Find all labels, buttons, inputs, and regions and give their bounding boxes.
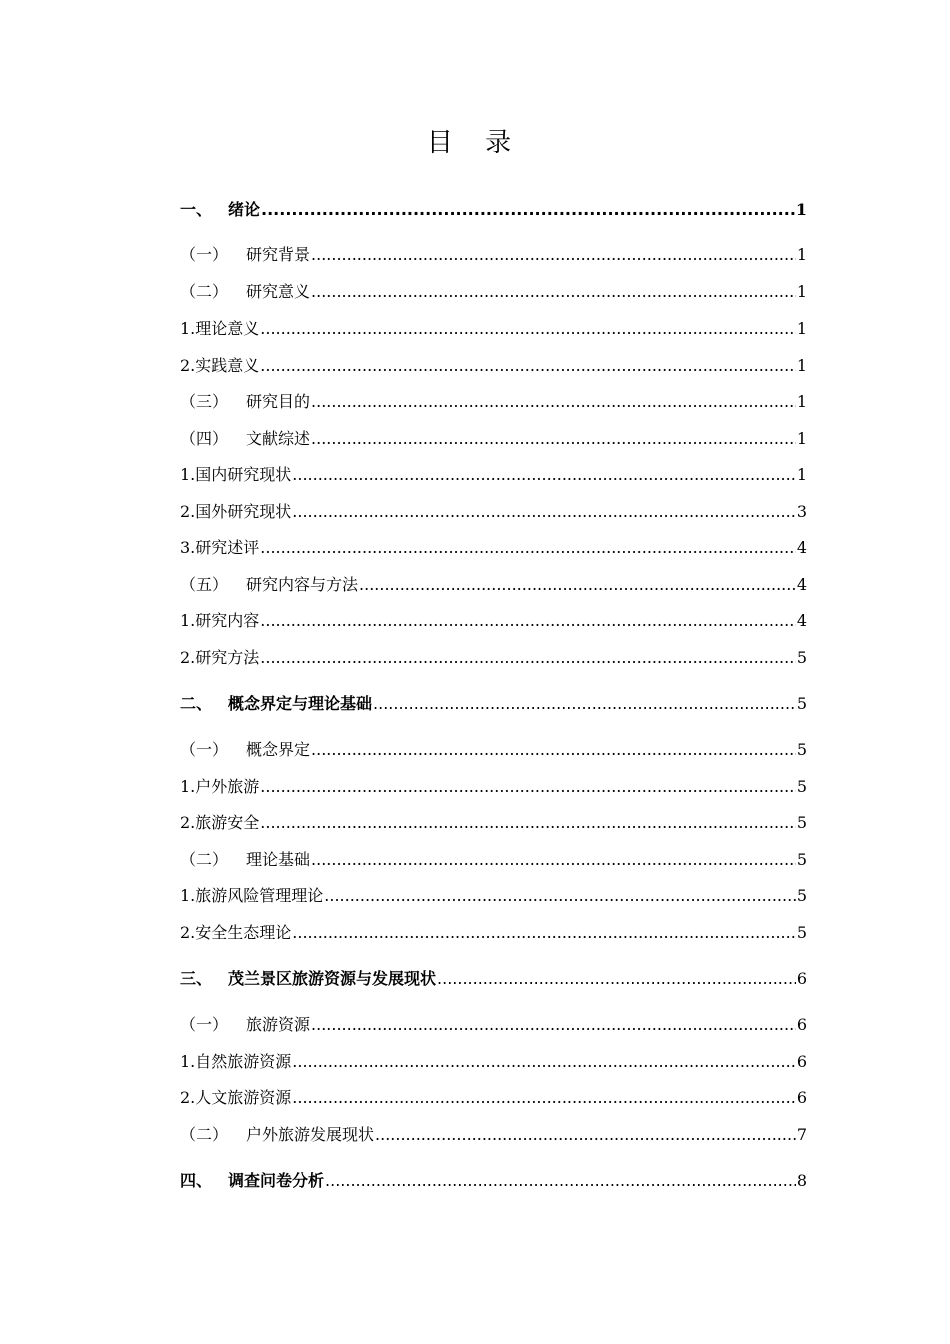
toc-entry[interactable] bbox=[180, 536, 807, 560]
toc-entry-page: 4 bbox=[796, 611, 807, 630]
toc-entry-page: 1 bbox=[796, 282, 807, 301]
toc-entry-page: 1 bbox=[796, 245, 807, 264]
toc-entry-number: 二、 bbox=[180, 694, 213, 713]
toc-entry-page: 1 bbox=[796, 319, 807, 338]
toc-dot-leader bbox=[260, 646, 796, 670]
toc-entry-page: 4 bbox=[796, 538, 807, 557]
toc-entry[interactable] bbox=[180, 848, 807, 872]
toc-entry-number: 三、 bbox=[180, 969, 213, 988]
toc-entry-title: 国内研究现状 bbox=[195, 465, 292, 484]
toc-entry-title: 户外旅游发展现状 bbox=[246, 1125, 375, 1144]
toc-entry-title: 研究意义 bbox=[246, 282, 311, 301]
toc-entry-number: 一、 bbox=[180, 200, 213, 219]
toc-entry[interactable] bbox=[180, 573, 807, 597]
toc-entry-page: 1 bbox=[795, 200, 807, 219]
toc-entry-title: 人文旅游资源 bbox=[195, 1088, 292, 1107]
toc-entry-number: 2. bbox=[180, 648, 196, 667]
toc-entry[interactable] bbox=[180, 921, 807, 945]
toc-entry-title: 茂兰景区旅游资源与发展现状 bbox=[228, 969, 437, 988]
toc-dot-leader bbox=[292, 1050, 796, 1074]
toc-entry[interactable] bbox=[180, 1013, 807, 1037]
toc-entry-title: 文献综述 bbox=[246, 429, 311, 448]
toc-entry-title: 国外研究现状 bbox=[195, 502, 292, 521]
toc-entry[interactable] bbox=[180, 390, 807, 414]
toc-entry-title: 绪论 bbox=[228, 200, 261, 219]
toc-entry-title: 概念界定 bbox=[246, 740, 311, 759]
toc-entry-number: 1. bbox=[180, 777, 196, 796]
toc-entry-page: 4 bbox=[796, 575, 807, 594]
toc-entry-page: 1 bbox=[796, 356, 807, 375]
toc-entry[interactable] bbox=[180, 884, 807, 908]
toc-entry-number: 2. bbox=[180, 502, 196, 521]
toc-entry[interactable] bbox=[180, 646, 807, 670]
toc-entry[interactable] bbox=[180, 1123, 807, 1147]
toc-entry-number: 四、 bbox=[180, 1171, 213, 1190]
toc-dot-leader bbox=[324, 884, 796, 908]
toc-entry-number: 3. bbox=[180, 538, 196, 557]
toc-entry[interactable] bbox=[180, 692, 807, 716]
toc-entry-number: （二） bbox=[180, 1125, 229, 1144]
toc-dot-leader bbox=[373, 692, 796, 716]
toc-entry-title: 研究背景 bbox=[246, 245, 311, 264]
toc-entry-title: 自然旅游资源 bbox=[195, 1052, 292, 1071]
toc-entry-number: 2. bbox=[180, 356, 196, 375]
toc-entry-page: 5 bbox=[796, 777, 807, 796]
toc-entry-title: 实践意义 bbox=[195, 356, 260, 375]
toc-entry-number: 1. bbox=[180, 1052, 196, 1071]
toc-entry-number: （二） bbox=[180, 850, 229, 869]
toc-entry[interactable] bbox=[180, 1086, 807, 1110]
toc-entry[interactable] bbox=[180, 609, 807, 633]
toc-dot-leader bbox=[437, 967, 796, 991]
toc-dot-leader bbox=[359, 573, 796, 597]
toc-dot-leader bbox=[311, 280, 796, 304]
toc-entry-page: 6 bbox=[796, 1052, 807, 1071]
toc-entry[interactable] bbox=[180, 354, 807, 378]
toc-entry[interactable] bbox=[180, 738, 807, 762]
toc-entry-title: 研究目的 bbox=[246, 392, 311, 411]
toc-entry-page: 6 bbox=[796, 1088, 807, 1107]
toc-dot-leader bbox=[261, 198, 795, 222]
toc-entry-number: （三） bbox=[180, 392, 229, 411]
toc-entry[interactable] bbox=[180, 427, 807, 451]
toc-entry-page: 7 bbox=[796, 1125, 807, 1144]
toc-entry-page: 5 bbox=[796, 648, 807, 667]
toc-entry-page: 8 bbox=[796, 1171, 807, 1190]
toc-entry[interactable] bbox=[180, 967, 807, 991]
toc-entry-number: （一） bbox=[180, 1015, 229, 1034]
toc-entry-page: 5 bbox=[796, 886, 807, 905]
toc-entry-page: 6 bbox=[796, 1015, 807, 1034]
toc-dot-leader bbox=[311, 738, 796, 762]
toc-entry-number: 1. bbox=[180, 611, 196, 630]
toc-dot-leader bbox=[260, 775, 796, 799]
toc-entry-page: 1 bbox=[796, 429, 807, 448]
toc-entry-title: 安全生态理论 bbox=[195, 923, 292, 942]
toc-dot-leader bbox=[292, 921, 796, 945]
toc-entry-title: 调查问卷分析 bbox=[228, 1171, 325, 1190]
toc-entry[interactable] bbox=[180, 463, 807, 487]
toc-dot-leader bbox=[311, 427, 796, 451]
toc-dot-leader bbox=[311, 848, 796, 872]
toc-entry-page: 5 bbox=[796, 850, 807, 869]
toc-entry[interactable] bbox=[180, 1169, 807, 1193]
toc-entry-number: 1. bbox=[180, 319, 196, 338]
toc-dot-leader bbox=[375, 1123, 796, 1147]
toc-dot-leader bbox=[260, 811, 796, 835]
toc-dot-leader bbox=[292, 1086, 796, 1110]
toc-entry-title: 旅游安全 bbox=[195, 813, 260, 832]
toc-dot-leader bbox=[292, 500, 796, 524]
toc-dot-leader bbox=[325, 1169, 796, 1193]
toc-entry[interactable] bbox=[180, 317, 807, 341]
toc-entry-number: （一） bbox=[180, 740, 229, 759]
toc-entry-page: 1 bbox=[796, 392, 807, 411]
toc-entry[interactable] bbox=[180, 775, 807, 799]
toc-entry[interactable] bbox=[180, 198, 807, 222]
toc-entry-page: 5 bbox=[796, 813, 807, 832]
toc-entry-number: （二） bbox=[180, 282, 229, 301]
toc-entry-page: 1 bbox=[796, 465, 807, 484]
toc-entry-title: 研究述评 bbox=[195, 538, 260, 557]
toc-entry-title: 研究方法 bbox=[195, 648, 260, 667]
toc-entry[interactable] bbox=[180, 1050, 807, 1074]
toc-entry-page: 5 bbox=[796, 740, 807, 759]
toc-entry-page: 3 bbox=[796, 502, 807, 521]
toc-entry-title: 理论基础 bbox=[246, 850, 311, 869]
toc-title: 目 录 bbox=[426, 128, 524, 158]
toc-entry[interactable] bbox=[180, 811, 807, 835]
toc-dot-leader bbox=[260, 536, 796, 560]
toc-dot-leader bbox=[260, 317, 796, 341]
toc-entry-page: 5 bbox=[796, 694, 807, 713]
toc-dot-leader bbox=[311, 1013, 796, 1037]
toc-entry-title: 旅游资源 bbox=[246, 1015, 311, 1034]
toc-entry-number: （五） bbox=[180, 575, 229, 594]
toc-dot-leader bbox=[311, 243, 796, 267]
toc-entry-title: 理论意义 bbox=[195, 319, 260, 338]
toc-entry-number: （四） bbox=[180, 429, 229, 448]
toc-dot-leader bbox=[260, 609, 796, 633]
toc-entry-number: 2. bbox=[180, 1088, 196, 1107]
toc-dot-leader bbox=[260, 354, 796, 378]
toc-entry-number: 2. bbox=[180, 923, 196, 942]
toc-entry-title: 研究内容与方法 bbox=[246, 575, 359, 594]
toc-entry[interactable] bbox=[180, 500, 807, 524]
toc-dot-leader bbox=[311, 390, 796, 414]
toc-entry-number: （一） bbox=[180, 245, 229, 264]
toc-entry-page: 6 bbox=[796, 969, 807, 988]
toc-entry[interactable] bbox=[180, 243, 807, 267]
toc-dot-leader bbox=[292, 463, 796, 487]
toc-entry-number: 2. bbox=[180, 813, 196, 832]
toc-entry-title: 研究内容 bbox=[195, 611, 260, 630]
toc-entry-number: 1. bbox=[180, 465, 196, 484]
toc-entry-title: 旅游风险管理理论 bbox=[195, 886, 324, 905]
toc-entry-title: 概念界定与理论基础 bbox=[228, 694, 373, 713]
toc-entry-title: 户外旅游 bbox=[195, 777, 260, 796]
toc-entry-page: 5 bbox=[796, 923, 807, 942]
toc-entry[interactable] bbox=[180, 280, 807, 304]
toc-entry-number: 1. bbox=[180, 886, 196, 905]
